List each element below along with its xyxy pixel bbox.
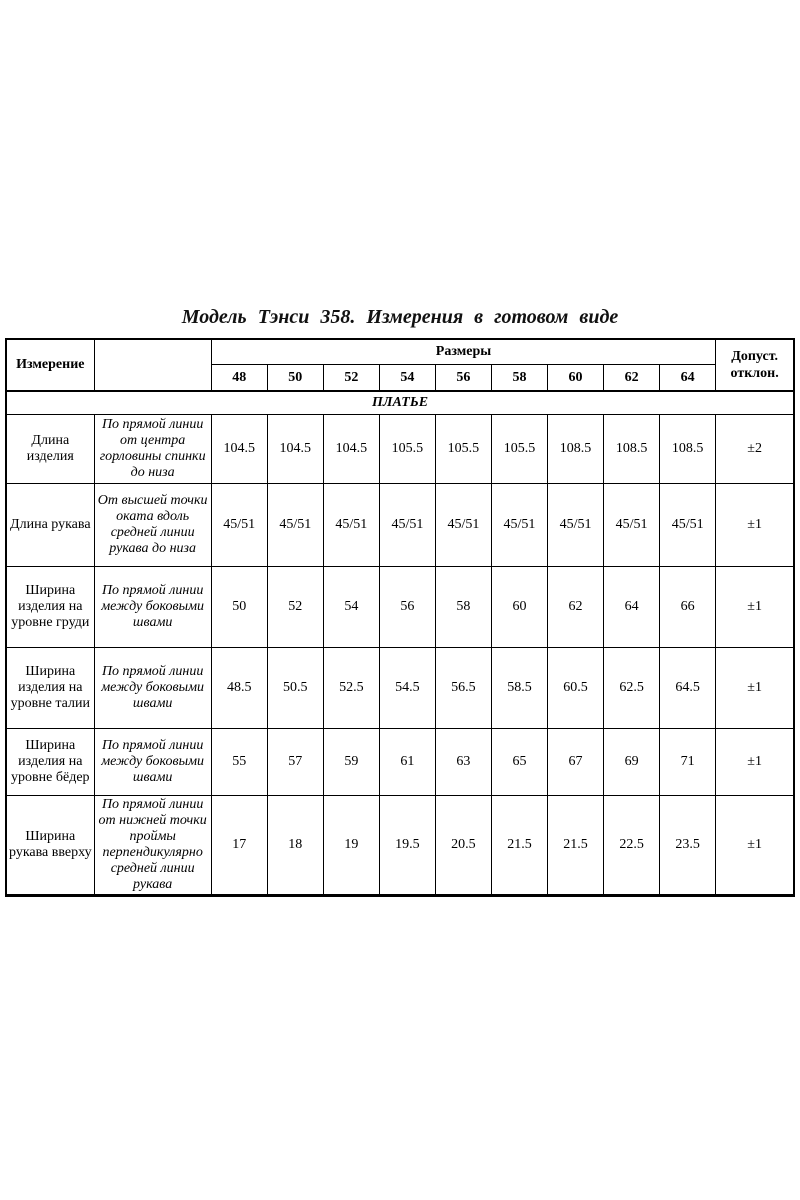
size-value: 45/51 bbox=[211, 484, 267, 567]
size-value: 64 bbox=[604, 567, 660, 648]
deviation-value: ±1 bbox=[716, 648, 794, 729]
size-header-64: 64 bbox=[660, 365, 716, 392]
measurement-name: Ширина изделия на уровне талии bbox=[6, 648, 94, 729]
size-value: 104.5 bbox=[323, 415, 379, 484]
size-header-50: 50 bbox=[267, 365, 323, 392]
measurement-name: Ширина изделия на уровне бёдер bbox=[6, 729, 94, 796]
measurement-description: По прямой линии между боковыми швами bbox=[94, 648, 211, 729]
deviation-value: ±1 bbox=[716, 484, 794, 567]
size-value: 61 bbox=[379, 729, 435, 796]
deviation-value: ±2 bbox=[716, 415, 794, 484]
size-value: 58 bbox=[435, 567, 491, 648]
size-value: 108.5 bbox=[660, 415, 716, 484]
size-value: 108.5 bbox=[604, 415, 660, 484]
size-value: 66 bbox=[660, 567, 716, 648]
size-header-62: 62 bbox=[604, 365, 660, 392]
table-row bbox=[6, 415, 794, 484]
size-header-48: 48 bbox=[211, 365, 267, 392]
size-value: 45/51 bbox=[435, 484, 491, 567]
size-value: 45/51 bbox=[660, 484, 716, 567]
size-value: 104.5 bbox=[267, 415, 323, 484]
column-header-measurement: Измерение bbox=[6, 339, 94, 391]
size-header-56: 56 bbox=[435, 365, 491, 392]
size-value: 45/51 bbox=[267, 484, 323, 567]
size-value: 105.5 bbox=[379, 415, 435, 484]
size-value: 54.5 bbox=[379, 648, 435, 729]
size-value: 108.5 bbox=[548, 415, 604, 484]
measurement-description: По прямой линии между боковыми швами bbox=[94, 567, 211, 648]
table-row bbox=[6, 648, 794, 729]
size-value: 60.5 bbox=[548, 648, 604, 729]
table-body bbox=[6, 391, 794, 896]
size-value: 48.5 bbox=[211, 648, 267, 729]
deviation-header-line1: Допуст. bbox=[731, 349, 779, 364]
table-row bbox=[6, 567, 794, 648]
size-value: 50.5 bbox=[267, 648, 323, 729]
size-value: 62.5 bbox=[604, 648, 660, 729]
size-value: 57 bbox=[267, 729, 323, 796]
measurement-description: По прямой линии между боковыми швами bbox=[94, 729, 211, 796]
size-value: 52 bbox=[267, 567, 323, 648]
size-value: 45/51 bbox=[379, 484, 435, 567]
section-label: ПЛАТЬЕ bbox=[6, 391, 794, 415]
size-header-60: 60 bbox=[548, 365, 604, 392]
size-value: 105.5 bbox=[435, 415, 491, 484]
size-header-58: 58 bbox=[491, 365, 547, 392]
size-value: 58.5 bbox=[491, 648, 547, 729]
deviation-header-line2: отклон. bbox=[730, 366, 779, 381]
section-row bbox=[6, 391, 794, 415]
size-value: 45/51 bbox=[604, 484, 660, 567]
measurement-name: Ширина изделия на уровне груди bbox=[6, 567, 94, 648]
size-value: 17 bbox=[211, 796, 267, 896]
column-header-deviation bbox=[716, 339, 794, 391]
size-value: 104.5 bbox=[211, 415, 267, 484]
measurement-description: По прямой линии от нижней точки проймы перпендикулярно средней линии рукава bbox=[94, 796, 211, 896]
measurement-description: По прямой линии от центра горловины спинки до низа bbox=[94, 415, 211, 484]
size-value: 67 bbox=[548, 729, 604, 796]
measurement-name: Длина изделия bbox=[6, 415, 94, 484]
deviation-value: ±1 bbox=[716, 567, 794, 648]
table-row bbox=[6, 484, 794, 567]
page-title: Модель Тэнси 358. Измерения в готовом виде bbox=[181, 306, 619, 328]
measurement-name: Ширина рукава вверху bbox=[6, 796, 94, 896]
size-value: 56.5 bbox=[435, 648, 491, 729]
size-value: 50 bbox=[211, 567, 267, 648]
table-header bbox=[6, 339, 794, 391]
size-value: 22.5 bbox=[604, 796, 660, 896]
size-header-52: 52 bbox=[323, 365, 379, 392]
size-value: 45/51 bbox=[491, 484, 547, 567]
measurements-table bbox=[5, 338, 795, 897]
size-value: 59 bbox=[323, 729, 379, 796]
size-value: 45/51 bbox=[548, 484, 604, 567]
deviation-value: ±1 bbox=[716, 796, 794, 896]
size-value: 63 bbox=[435, 729, 491, 796]
size-value: 21.5 bbox=[491, 796, 547, 896]
size-value: 56 bbox=[379, 567, 435, 648]
size-value: 62 bbox=[548, 567, 604, 648]
size-value: 18 bbox=[267, 796, 323, 896]
size-value: 20.5 bbox=[435, 796, 491, 896]
size-value: 23.5 bbox=[660, 796, 716, 896]
deviation-value: ±1 bbox=[716, 729, 794, 796]
size-value: 60 bbox=[491, 567, 547, 648]
size-value: 19 bbox=[323, 796, 379, 896]
size-value: 21.5 bbox=[548, 796, 604, 896]
size-header-54: 54 bbox=[379, 365, 435, 392]
column-header-description bbox=[94, 339, 211, 391]
size-value: 105.5 bbox=[491, 415, 547, 484]
size-value: 45/51 bbox=[323, 484, 379, 567]
size-value: 71 bbox=[660, 729, 716, 796]
size-value: 64.5 bbox=[660, 648, 716, 729]
size-value: 52.5 bbox=[323, 648, 379, 729]
column-header-sizes-group: Размеры bbox=[211, 339, 716, 365]
size-value: 19.5 bbox=[379, 796, 435, 896]
size-value: 55 bbox=[211, 729, 267, 796]
measurement-name: Длина рукава bbox=[6, 484, 94, 567]
table-row bbox=[6, 729, 794, 796]
size-value: 54 bbox=[323, 567, 379, 648]
measurement-description: От высшей точки оката вдоль средней линии рукава до низа bbox=[94, 484, 211, 567]
size-value: 69 bbox=[604, 729, 660, 796]
table-row bbox=[6, 796, 794, 896]
size-value: 65 bbox=[491, 729, 547, 796]
